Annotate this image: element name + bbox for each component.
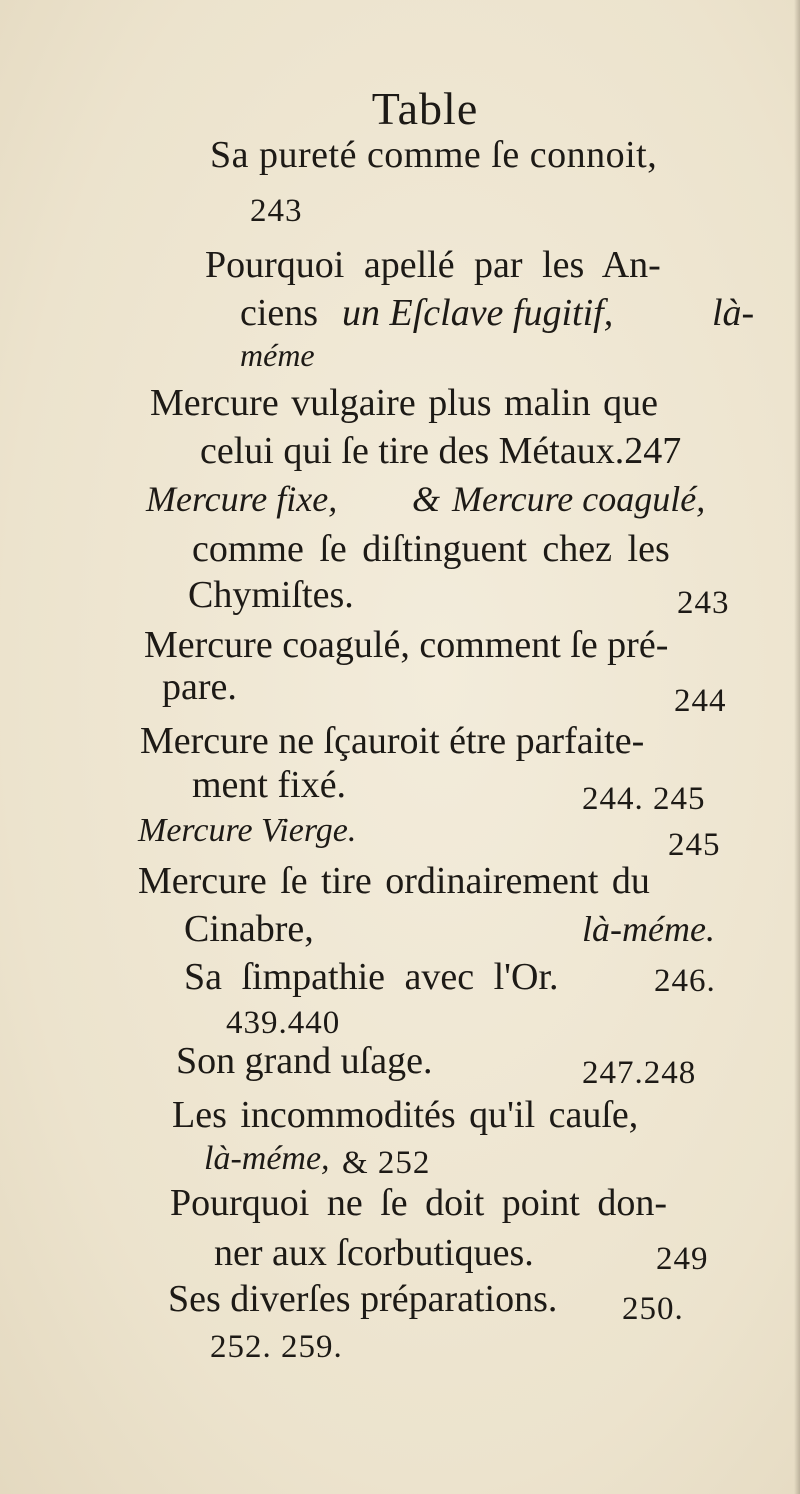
- entry-text: pare.: [162, 666, 237, 708]
- page-ref: 252. 259.: [210, 1329, 343, 1365]
- page-ref: 247.248: [582, 1055, 697, 1091]
- index-line: [0, 240, 800, 290]
- index-line: [0, 856, 800, 906]
- entry-text-italic: Mercure fixe,: [146, 479, 338, 519]
- entry-text: Son grand uſage.: [176, 1040, 433, 1082]
- index-line: [0, 1036, 800, 1091]
- entry-text: Cinabre,: [184, 908, 314, 950]
- index-line: [0, 1090, 800, 1140]
- entry-text: ment fixé.: [192, 764, 347, 806]
- entry-text: comme ſe diſtinguent chez les: [192, 528, 670, 570]
- index-line: [0, 1228, 800, 1278]
- entry-text: ner aux ſcorbutiques.: [214, 1232, 534, 1274]
- entry-text: Chymiſtes.: [188, 574, 354, 616]
- entry-text: Mercure coagulé, comment ſe pré-: [144, 624, 669, 666]
- entry-text-italic: Mercure coagulé,: [452, 479, 706, 519]
- index-line: [0, 378, 800, 428]
- entry-text: Mercure ne ſçauroit étre parfaite-: [140, 720, 645, 762]
- index-line: [0, 1178, 800, 1228]
- page-ref: 244: [674, 683, 727, 719]
- index-line: [0, 662, 800, 719]
- index-line: [0, 760, 800, 817]
- index-line: [0, 716, 800, 766]
- page-ref: 250.: [622, 1291, 684, 1327]
- page-ref: 245: [668, 827, 721, 863]
- entry-text: Mercure vulgaire plus malin que: [150, 382, 658, 424]
- entry-text-italic: là-méme,: [204, 1140, 330, 1177]
- ampersand: &: [412, 479, 441, 519]
- index-line: [0, 904, 800, 954]
- page-ref: 244. 245: [582, 781, 706, 817]
- entry-text: Pourquoi apellé par les An-: [205, 244, 661, 286]
- index-line: [0, 1274, 800, 1327]
- entry-text: Pourquoi ne ſe doit point don-: [170, 1182, 668, 1224]
- index-line: [0, 806, 800, 863]
- entry-text: celui qui ſe tire des Métaux.247: [200, 430, 682, 472]
- page-ref: 243: [677, 585, 730, 621]
- entry-text: Les incommodités qu'il cauſe,: [172, 1094, 639, 1136]
- entry-text-italic: là-: [712, 292, 755, 334]
- page-ref: 243: [250, 193, 303, 229]
- page-ref: 249: [656, 1241, 709, 1277]
- entry-text: Mercure ſe tire ordinairement du: [138, 860, 650, 902]
- index-line: [0, 130, 800, 180]
- page-ref: 439.440: [226, 1005, 341, 1041]
- index-line: [0, 1322, 800, 1372]
- entry-text-italic: un Eſclave fugitif,: [342, 292, 614, 334]
- index-line: [0, 474, 800, 524]
- index-line: [0, 570, 800, 620]
- page-ref: & 252: [342, 1145, 431, 1181]
- index-line: [0, 186, 800, 236]
- index-line: [0, 426, 800, 476]
- index-line: [0, 330, 800, 380]
- entry-text-italic: Mercure Vierge.: [138, 812, 357, 849]
- index-line: [0, 1134, 800, 1184]
- page-ref: 246.: [654, 963, 716, 999]
- entry-text: Sa pureté comme ſe connoit,: [210, 134, 658, 176]
- running-head: Table: [371, 83, 479, 134]
- index-line: [0, 952, 800, 1002]
- entry-text: Ses diverſes préparations.: [168, 1278, 558, 1320]
- index-line: [0, 524, 800, 574]
- entry-text-italic: là-méme.: [582, 909, 715, 949]
- entry-text-italic: méme: [240, 337, 315, 373]
- entry-text: Sa ſimpathie avec l'Or.: [184, 956, 559, 998]
- entry-text: ciens: [240, 292, 319, 334]
